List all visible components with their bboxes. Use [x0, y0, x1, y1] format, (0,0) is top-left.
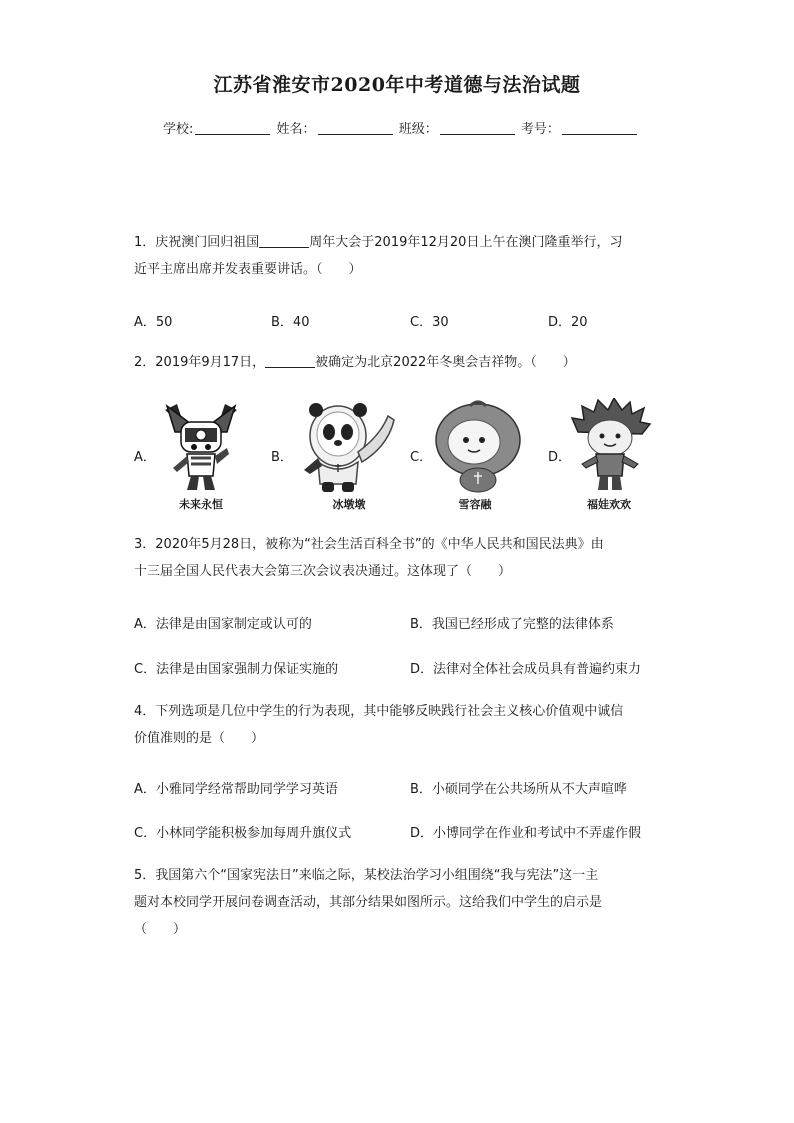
exam-number-blank: [562, 134, 637, 135]
question-3: [134, 531, 664, 585]
q1-text-b: 周年大会于2019年12月20日上午在澳门隆重举行，习: [309, 235, 623, 250]
q1-blank: [259, 247, 309, 248]
q3-text-b: 十三届全国人民代表大会第三次会议表决通过。这体现了（ ）: [134, 564, 512, 579]
question-4: [134, 698, 664, 752]
q2-text-b: 被确定为北京2022年冬奥会吉祥物。（ ）: [315, 355, 576, 370]
shuey-rhon-rhon-mascot-image: [430, 400, 526, 494]
q2-blank: [265, 367, 315, 368]
q3-option-a: A．法律是由国家制定或认可的: [134, 617, 312, 632]
q2-text-a: 2．2019年9月17日，: [134, 355, 266, 370]
q5-text-c: （ ）: [134, 922, 187, 937]
q2-option-b: B．: [271, 450, 293, 465]
page-title: 江苏省淮安市2020年中考道德与法治试题: [213, 74, 581, 96]
q3-option-b: B．我国已经形成了完整的法律体系: [410, 617, 614, 632]
mascot-label-b: 冰墩墩: [332, 498, 366, 511]
q4-option-b: B．小硕同学在公共场所从不大声喧哗: [410, 782, 627, 797]
question-5: [134, 862, 664, 943]
school-blank: [195, 134, 270, 135]
huanhuan-mascot-image: [568, 398, 652, 494]
q3-option-c: C．法律是由国家强制力保证实施的: [134, 662, 339, 677]
q3-text-a: 3．2020年5月28日，被称为“社会生活百科全书”的《中华人民共和国民法典》由: [134, 537, 604, 552]
q1-option-b: B．40: [271, 315, 310, 330]
school-label: 学校:: [163, 122, 194, 137]
q2-option-a: A．: [134, 450, 156, 465]
bing-dwen-dwen-mascot-image: [296, 396, 406, 494]
q4-text-a: 4．下列选项是几位中学生的行为表现，其中能够反映践行社会主义核心价值观中诚信: [134, 704, 624, 719]
question-2: [134, 349, 664, 376]
question-1: [134, 229, 664, 283]
q1-option-d: D．20: [548, 315, 588, 330]
q1-option-a: A．50: [134, 315, 173, 330]
class-label: 班级：: [398, 122, 438, 137]
name-label: 姓名：: [276, 122, 316, 137]
q1-text-a: 1．庆祝澳门回归祖国: [134, 235, 260, 250]
q2-option-d: D．: [548, 450, 572, 465]
q4-option-d: D．小博同学在作业和考试中不弄虚作假: [410, 826, 642, 841]
mascot-label-a: 未来永恒: [179, 498, 223, 511]
name-blank: [318, 134, 393, 135]
mascot-label-c: 雪容融: [458, 498, 492, 511]
class-blank: [440, 134, 515, 135]
q1-text-c: 近平主席出席并发表重要讲话。（ ）: [134, 262, 362, 277]
q1-option-c: C．30: [410, 315, 449, 330]
exam-number-label: 考号：: [520, 122, 560, 137]
miraitowa-mascot-image: [155, 398, 247, 494]
q2-option-c: C．: [410, 450, 433, 465]
q5-text-b: 题对本校同学开展问卷调查活动，其部分结果如图所示。这给我们中学生的启示是: [134, 895, 603, 910]
q4-text-b: 价值准则的是（ ）: [134, 731, 265, 746]
q4-option-a: A．小雅同学经常帮助同学学习英语: [134, 782, 338, 797]
mascot-label-d: 福娃欢欢: [587, 498, 631, 511]
student-info-line: [163, 118, 639, 137]
q3-option-d: D．法律对全体社会成员具有普遍约束力: [410, 662, 642, 677]
q4-option-c: C．小林同学能积极参加每周升旗仪式: [134, 826, 352, 841]
q5-text-a: 5．我国第六个“国家宪法日”来临之际，某校法治学习小组围绕“我与宪法”这一主: [134, 868, 599, 883]
